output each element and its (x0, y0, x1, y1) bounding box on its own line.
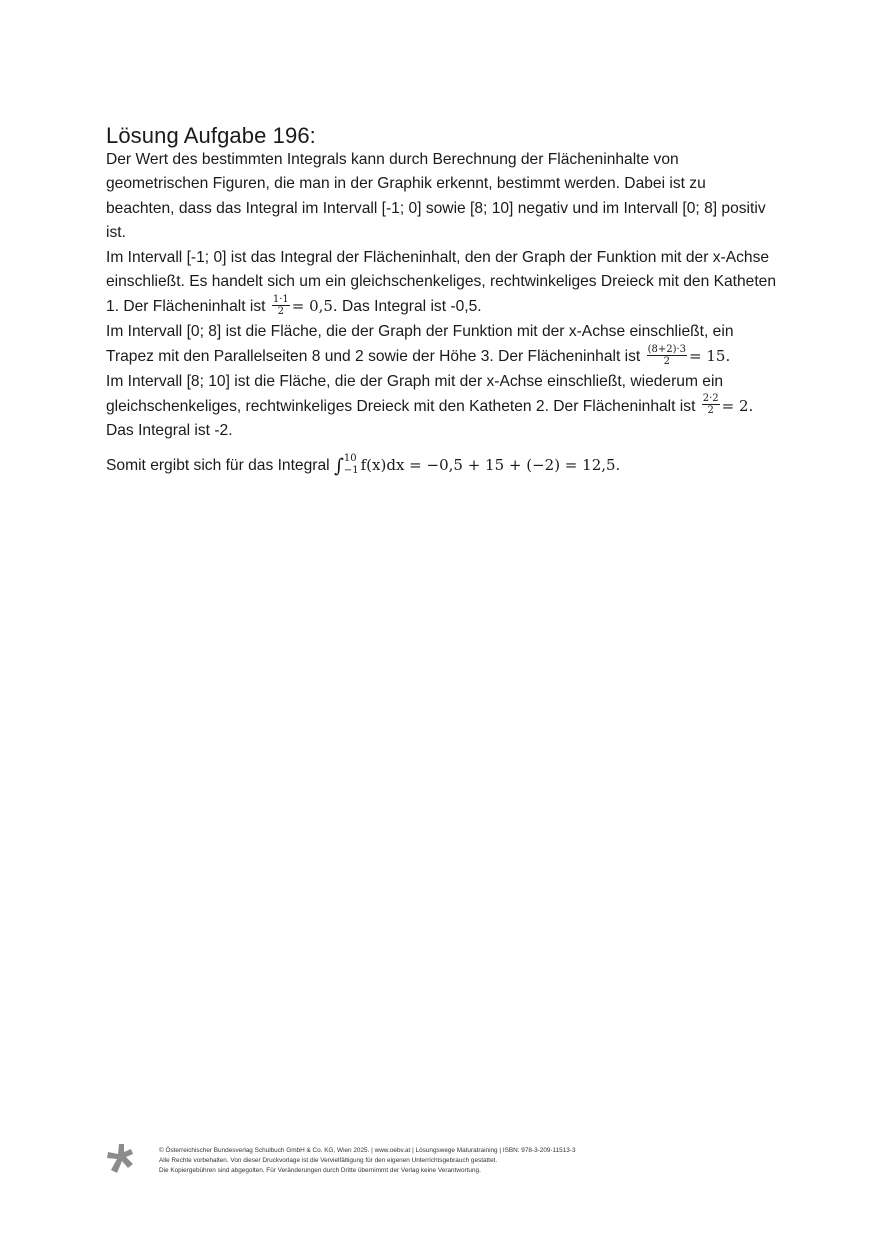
footer-fees: Die Kopiergebühren sind abgegolten. Für Veränderungen durch Dritte übernimmt der Verlag keine Verantwortung. (159, 1167, 481, 1174)
footer (106, 1143, 666, 1183)
publisher-logo-icon (106, 1143, 136, 1175)
fraction-1-result: = 0,5. (291, 297, 338, 316)
fraction-3: $\frac{2\cdot 2}{2}$ (702, 393, 719, 417)
footer-text (159, 1146, 576, 1176)
intro-paragraph: Der Wert des bestimmten Integrals kann durch Berechnung der Flächeninhalte von geometrischen Figuren, die man in der Graphik erkennt, bestimmt werden. Dabei ist zu beachten, dass das Integral im Intervall [-1; 0] sowie [8; 10] negativ und im Intervall [0; 8] positiv ist. (106, 151, 766, 242)
interval-3-paragraph: Im Intervall [8; 10] ist die Fläche, die der Graph mit der x-Achse einschließt, wiederum ein gleichschenkeliges, rechtwinkeliges Dreieck mit den Katheten 2. Der Flächeninhalt ist $\frac{2\cdot 2}{2}$ = 2. Das Integral ist -2. (106, 372, 754, 440)
fraction-1: $\frac{1\cdot 1}{2}$ (272, 293, 289, 317)
solution-body (106, 148, 778, 478)
fraction-2: $\frac{(8+2)\cdot 3}{2}$ (647, 343, 687, 367)
page-title: Lösung Aufgabe 196: (106, 122, 316, 148)
integral-limits: 10 −1 (343, 452, 359, 476)
footer-rights: Alle Rechte vorbehalten. Von dieser Druckvorlage ist die Vervielfältigung für den eigenen Unterrichtsgebrauch gestattet. (159, 1157, 498, 1164)
fraction-2-result: = 15. (689, 347, 731, 366)
conclusion-paragraph: Somit ergibt sich für das Integral ∫ 10 −1 f(x)dx = −0,5 + 15 + (−2) = 12,5. (106, 452, 621, 477)
integral-sign: ∫ (333, 454, 344, 477)
integral-expression: f(x)dx = −0,5 + 15 + (−2) = 12,5. (360, 455, 621, 474)
interval-2-paragraph: Im Intervall [0; 8] ist die Fläche, die der Graph der Funktion mit der x-Achse einschließt, ein Trapez mit den Parallelseiten 8 und 2 sowie der Höhe 3. Der Flächeninhalt ist $\frac{(8+2)\cdot 3}{2}$ = 15. (106, 322, 734, 367)
footer-copyright: © Österreichischer Bundesverlag Schulbuch GmbH & Co. KG, Wien 2025. | www.oebv.at | Lösungswege Maturatraining | ISBN: 978-3-209-11513-3 (159, 1147, 576, 1154)
interval-1-paragraph: Im Intervall [-1; 0] ist das Integral der Flächeninhalt, den der Graph der Funktion mit der x-Achse einschließt. Es handelt sich um ein gleichschenkeliges, rechtwinkeliges Dreieck mit den Katheten 1. Der Flächeninhalt ist $\frac{1\cdot 1}{2}$ = 0,5. Das Integral ist -0,5. (106, 248, 777, 317)
fraction-3-result: = 2. (721, 397, 754, 416)
